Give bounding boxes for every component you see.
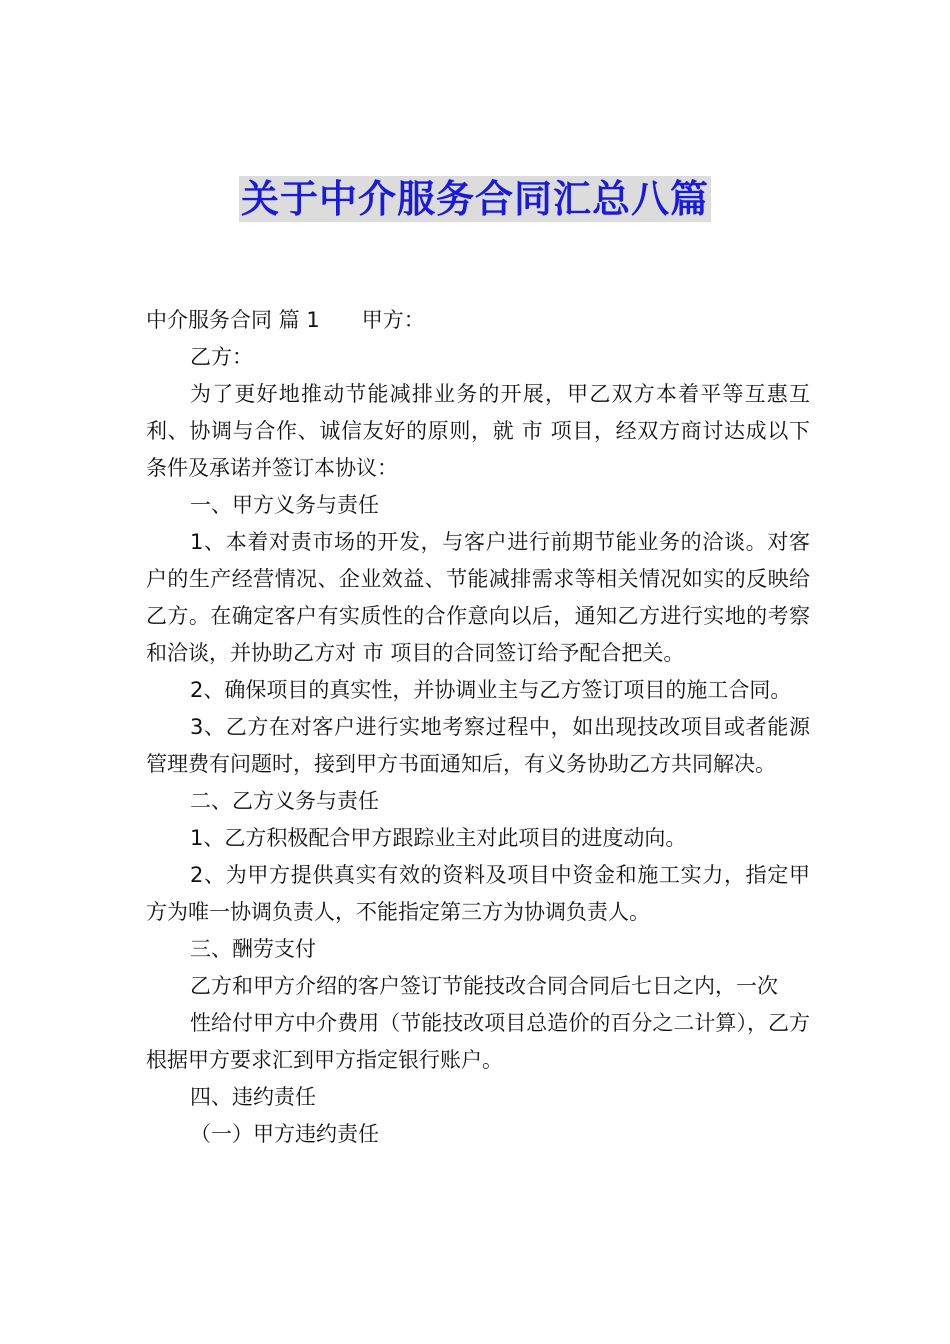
paragraph-a-duty-1: 1、本着对责市场的开发，与客户进行前期节能业务的洽谈。对客户的生产经营情况、企业效益、节能减排需求等相关情况如实的反映给乙方。在确定客户有实质性的合作意向以后，通知乙方进行实地的考察和洽谈，并协助乙方对 市 项目的合同签订给予配合把关。 [146,530,810,665]
section-heading-party-a-duties: 一、甲方义务与责任 [190,493,379,517]
party-a-label: 甲方： [361,308,425,332]
paragraph-a-duty-2: 2、确保项目的真实性，并协调业主与乙方签订项目的施工合同。 [190,678,792,702]
contract-label: 中介服务合同 篇 1 [146,308,320,332]
title-container [0,176,950,222]
paragraph-a-duty-3: 3、乙方在对客户进行实地考察过程中，如出现技改项目或者能源管理费有问题时，接到甲方书面通知后，有义务协助乙方共同解决。 [146,715,810,776]
paragraph-party-b: 乙方： [190,345,253,369]
subsection-heading-party-a-breach: （一）甲方违约责任 [190,1122,379,1146]
section-heading-breach: 四、违约责任 [190,1085,316,1109]
paragraph-b-duty-1: 1、乙方积极配合甲方跟踪业主对此项目的进度动向。 [190,826,687,850]
paragraph-payment-1: 乙方和甲方介绍的客户签订节能技改合同合同后七日之内，一次 [190,974,778,998]
paragraph-b-duty-2: 2、为甲方提供真实有效的资料及项目中资金和施工实力，指定甲方为唯一协调负责人，不能指定第三方为协调负责人。 [146,863,810,924]
section-heading-party-b-duties: 二、乙方义务与责任 [190,789,379,813]
section-heading-payment: 三、酬劳支付 [190,937,316,961]
document-title: 关于中介服务合同汇总八篇 [240,177,709,221]
paragraph-intro: 为了更好地推动节能减排业务的开展，甲乙双方本着平等互惠互利、协调与合作、诚信友好的原则，就 市 项目，经双方商讨达成以下条件及承诺并签订本协议： [146,382,810,480]
contract-heading-line [146,302,810,339]
paragraph-payment-2: 性给付甲方中介费用（节能技改项目总造价的百分之二计算），乙方根据甲方要求汇到甲方指定银行账户。 [146,1011,810,1072]
document-body [146,302,810,1153]
